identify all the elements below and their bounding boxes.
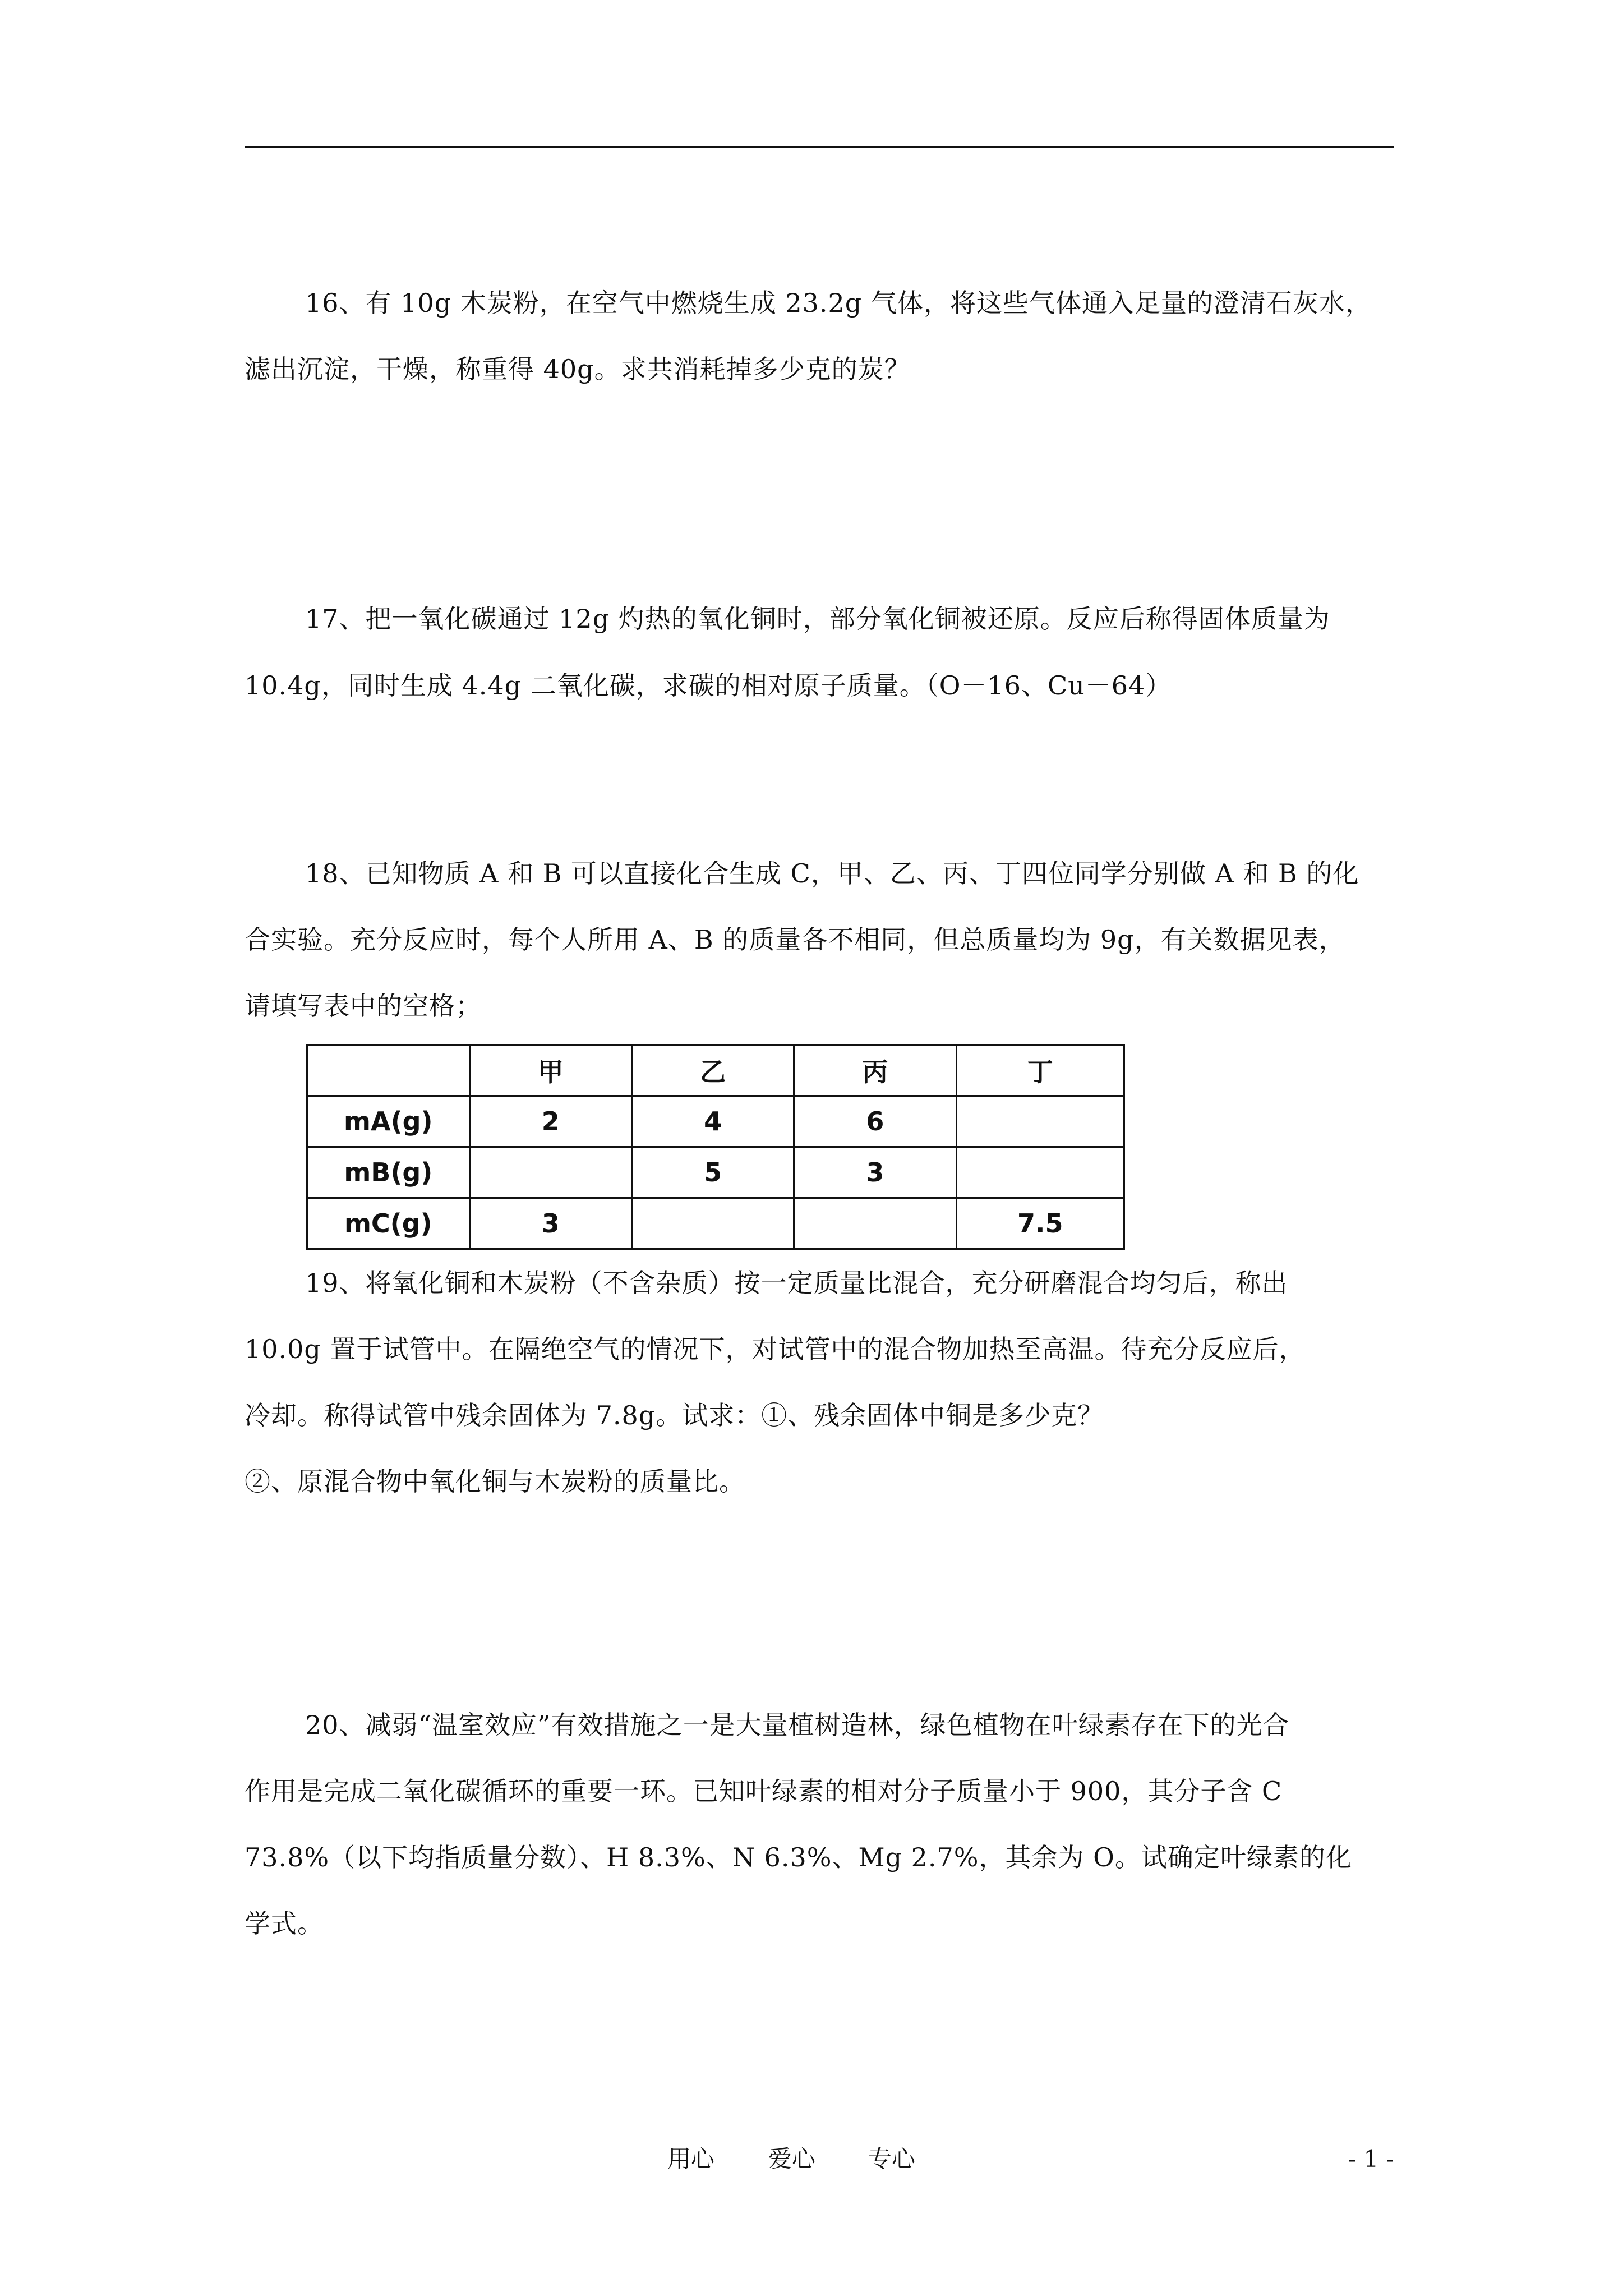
question-16 [245,289,1394,383]
question-20-line-4: 学式。 [245,1908,324,1939]
table-header-cell: 丙 [794,1045,956,1096]
table-cell: 3 [469,1198,631,1249]
table-cell [956,1147,1124,1198]
table-row [307,1147,1124,1198]
question-18-line-2: 合实验。充分反应时，每个人所用 A、B 的质量各不相同，但总质量均为 9g，有关数据见表， [245,924,1345,955]
table-cell: 6 [794,1096,956,1147]
question-16-line-1: 16、有 10g 木炭粉，在空气中燃烧生成 23.2g 气体，将这些气体通入足量的澄清石灰水， [305,288,1372,318]
table-row-label: mC(g) [307,1198,470,1249]
page-number: - 1 - [1348,2145,1394,2173]
table-cell: 3 [794,1147,956,1198]
table-row-label: mA(g) [307,1096,470,1147]
footer-motto-2: 爱心 [768,2145,816,2173]
question-18-line-3: 请填写表中的空格； [245,991,482,1021]
question-16-line-2: 滤出沉淀，干燥，称重得 40g。求共消耗掉多少克的炭？ [245,354,911,384]
table-header-cell: 甲 [469,1045,631,1096]
table-header-cell: 丁 [956,1045,1124,1096]
question-18-line-1: 18、已知物质 A 和 B 可以直接化合生成 C，甲、乙、丙、丁四位同学分别做 A 和 B 的化 [305,858,1359,889]
question-18 [245,859,1394,1020]
table-cell: 5 [631,1147,794,1198]
question-19 [245,1269,1394,1496]
footer-motto-1: 用心 [667,2145,715,2173]
question-19-line-2: 10.0g 置于试管中。在隔绝空气的情况下，对试管中的混合物加热至高温。待充分反应后， [245,1334,1306,1364]
table-cell: 4 [631,1096,794,1147]
table-cell [469,1147,631,1198]
question-20-line-1: 20、减弱“温室效应”有效措施之一是大量植树造林，绿色植物在叶绿素存在下的光合 [305,1710,1289,1740]
question-20-line-2: 作用是完成二氧化碳循环的重要一环。已知叶绿素的相对分子质量小于 900，其分子含 C [245,1776,1283,1806]
footer-motto-3: 专心 [868,2145,916,2173]
question-20 [245,1711,1394,1938]
question-17-line-1: 17、把一氧化碳通过 12g 灼热的氧化铜时，部分氧化铜被还原。反应后称得固体质量为 [305,604,1330,634]
table-header-cell: 乙 [631,1045,794,1096]
table-cell [794,1198,956,1249]
table-cell [956,1096,1124,1147]
table-header-cell [307,1045,470,1096]
question-19-line-4: ②、原混合物中氧化铜与木炭粉的质量比。 [245,1466,745,1497]
table-cell [631,1198,794,1249]
table-cell: 7.5 [956,1198,1124,1249]
table-header-row [307,1045,1124,1096]
question-20-line-3: 73.8%（以下均指质量分数）、H 8.3%、N 6.3%、Mg 2.7%，其余为 O。试确定叶绿素的化 [245,1842,1352,1872]
data-table [306,1044,1125,1250]
question-19-line-3: 冷却。称得试管中残余固体为 7.8g。试求：①、残余固体中铜是多少克？ [245,1400,1104,1430]
question-19-line-1: 19、将氧化铜和木炭粉（不含杂质）按一定质量比混合，充分研磨混合均匀后，称出 [305,1268,1288,1298]
question-17 [245,605,1394,700]
table-row [307,1096,1124,1147]
question-17-line-2: 10.4g，同时生成 4.4g 二氧化碳，求碳的相对原子质量。（O－16、Cu－64） [245,670,1172,701]
table-row [307,1198,1124,1249]
table-row-label: mB(g) [307,1147,470,1198]
header-rule [245,146,1394,148]
table-cell: 2 [469,1096,631,1147]
